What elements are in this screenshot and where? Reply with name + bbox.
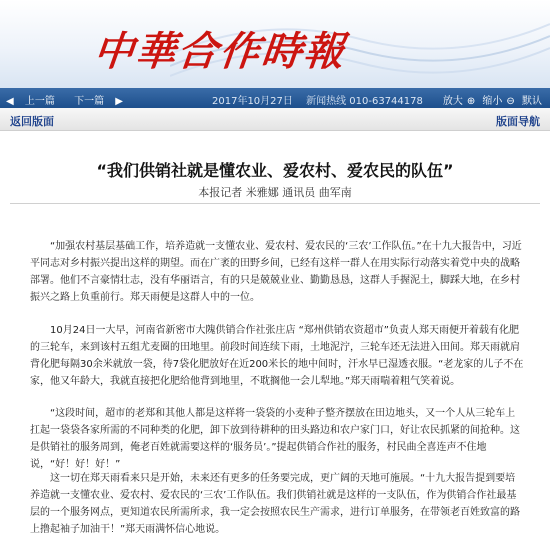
next-article-link[interactable] [74,96,131,107]
masthead-banner [0,0,550,88]
article-byline: 本报记者 米雅娜 通讯员 曲军南 [198,186,352,199]
page-navigation-link[interactable]: 版面导航 [496,115,540,128]
zoom-out-icon: ⊖ [506,96,515,107]
issue-date: 2017年10月27日 [212,96,293,107]
article-paragraph: 10月24日一大早，河南省新密市大隗供销合作社张庄店 “郑州供销农资超市”负责人郑天雨便开着载有化肥的三轮车，来到该村五组尤麦圈的田地里。前段时间连续下雨，土地泥泞，三轮车还无法进入田间。郑天雨就肩背化肥每隔30余米就放一袋，待7袋化肥放好在近200米长的地中间时，汗水早已湿透衣服。“老龙家的儿子不在家，他又年龄大，我就直接把化肥给他背到地里，不耽搁他一会儿犁地。”郑天雨喘着粗气笑着说。 [30,325,524,387]
masthead-title: 中華合作時報 [91,28,349,75]
arrow-right-icon: ▶ [115,96,123,107]
default-size-button[interactable]: 默认 [522,96,542,107]
article-paragraph: 这一切在郑天雨看来只是开始，未来还有更多的任务要完成，更广阔的天地可施展。“十九大报告提到要培养造就一支懂农业、爱农村、爱农民的‘三农’工作队伍。我们供销社就是这样的一支队伍，作为供销合作社最基层的一个服务网点，更知道农民所需所求，我一定会按照农民生产需求，进行订单服务，在带领老百姓致富的路上撸起袖子加油干！”郑天雨满怀信心地说。 [30,473,520,535]
back-to-page-link[interactable]: 返回版面 [10,115,54,128]
nav-bar [0,88,550,108]
article-paragraph: “这段时间，超市的老郑和其他人都是这样将一袋袋的小麦种子整齐摆放在田边地头，又一个人从三轮车上扛起一袋袋各家所需的不同种类的化肥，卸下放到待耕种的田头路边和农户家门口，好让农民抓紧的间抢种。这是供销社的服务周到，俺老百姓就需要这样的‘服务员’。”提起供销合作社的服务，村民曲全喜连声不住地说，“好！好！好！” [30,408,520,470]
arrow-left-icon: ◀ [6,96,14,107]
article-title: “我们供销社就是懂农业、爱农村、爱农民的队伍” [96,161,454,180]
divider [10,203,540,204]
prev-label: 上一篇 [24,96,55,107]
zoom-in-icon: ⊕ [466,96,476,107]
zoom-out-button[interactable]: 缩小 [482,96,503,107]
next-label: 下一篇 [74,96,105,107]
sub-toolbar [0,108,550,131]
hotline: 新闻热线 010-63744178 [306,96,423,107]
prev-article-link[interactable] [6,96,63,107]
article-paragraph: “加强农村基层基础工作，培养造就一支懂农业、爱农村、爱农民的‘三农’工作队伍。”在十九大报告中，习近平同志对乡村振兴提出这样的期望。而在广袤的田野乡间，已经有这样一群人在用实际行动落实着党中央的战略部署。他们不言豪情壮志，没有华丽语言，有的只是兢兢业业、勤勤恳恳，这群人手握泥土，脚踩大地，在乡村振兴之路上负重前行。郑天雨便是这群人中的一位。 [30,241,522,303]
zoom-in-button[interactable]: 放大 [442,96,463,107]
